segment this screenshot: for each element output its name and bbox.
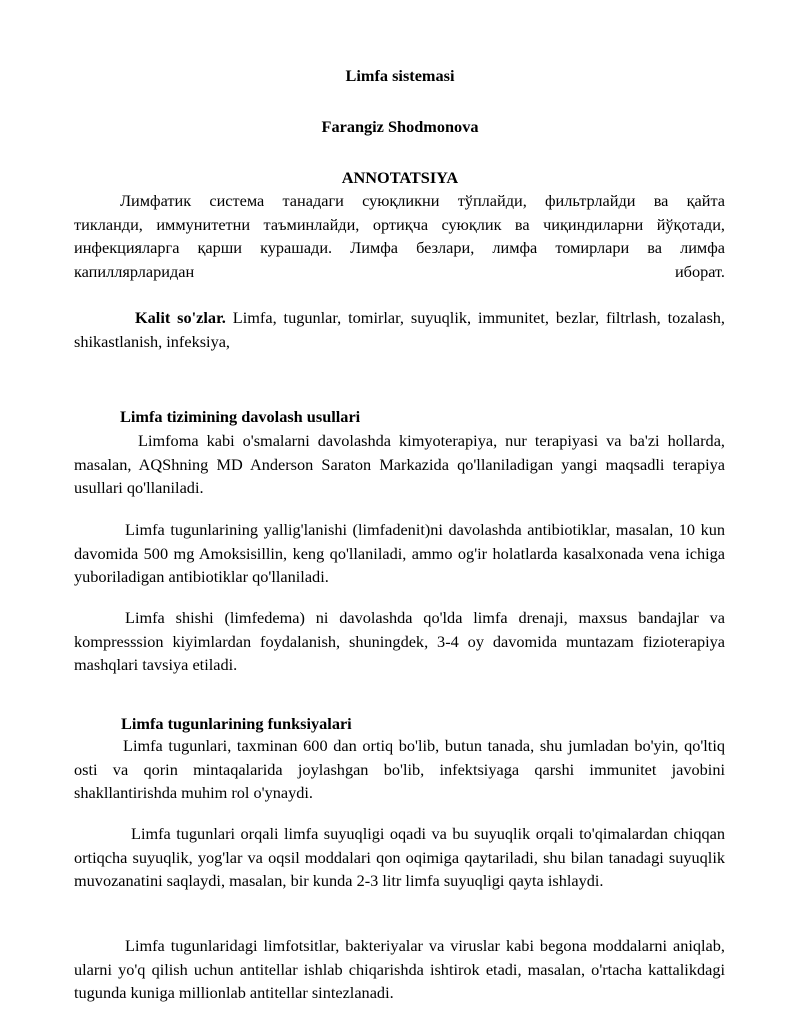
document-title: Limfa sistemasi [345,66,455,85]
paragraph [74,429,725,500]
paragraph-text: Limfa shishi (limfedema) ni davolashda qo'lda limfa drenaji, maxsus bandajlar va kompresssion kiyimlardan foydalanish, shuningdek, 3-4 oy davomida muntazam fizioterapiya mashqlari tavsiya etiladi. [74,608,725,674]
paragraph-text: Limfa tugunlari, taxminan 600 dan ortiq bo'lib, butun tanada, shu jumladan bo'yin, qo'ltiq osti va qorin mintaqalarida joylashgan bo'lib, infektsiyaga qarshi immunitet javobini shakllantirishda muhim rol o'ynaydi. [74,736,725,802]
annotation-heading: ANNOTATSIYA [341,168,459,187]
annotation-word: капиллярларидан [74,261,195,281]
paragraph [74,934,725,1005]
paragraph-text: Limfa tugunlaridagi limfotsitlar, bakteriyalar va viruslar kabi begona moddalarni aniqlab, ularni yo'q qilish uchun antitellar ishlab chiqarishda ishtirok etadi, masalan, o'rtacha kattalikdagi tugunda kuniga millionlab antitellar sintezlanadi. [74,936,725,1002]
annotation-line [74,260,725,284]
paragraph [74,822,725,893]
annotation-line: Лимфатик система танадаги суюқликни тўплайди, фильтрлайди ва қайта [120,191,725,210]
keywords-text: Limfa, tugunlar, tomirlar, suyuqlik, immunitet, bezlar, filtrlash, tozalash, shikastlanish, infeksiya, [74,308,725,351]
paragraph-text: Limfa tugunlari orqali limfa suyuqligi oqadi va bu suyuqlik orqali to'qimalardan chiqqan ortiqcha suyuqlik, yog'lar va oqsil moddalari qon oqimiga qaytariladi, shu bilan tanadagi suyuqlik muvozanatini saqlaydi, masalan, bir kunda 2-3 litr limfa suyuqligi qayta ishlaydi. [74,824,725,890]
paragraph [74,518,725,589]
annotation-line: тикланди, иммунитетни таъминлайди, ортиқча суюқлик ва чиқиндиларни йўқотади, [74,214,725,234]
annotation-line: инфекцияларга қарши курашади. Лимфа безлари, лимфа томирлари ва лимфа [74,238,725,257]
document-author: Farangiz Shodmonova [321,117,479,136]
keywords-paragraph [74,306,725,353]
paragraph-text: Limfa tugunlarining yallig'lanishi (limfadenit)ni davolashda antibiotiklar, masalan, 10 kun davomida 500 mg Amoksisillin, keng qo'llaniladi, ammo og'ir holatlarda kasalxonada vena ichiga yuboriladigan antibiotiklar qo'llaniladi. [74,520,725,586]
annotation-paragraph [74,189,725,283]
section-heading-functions: Limfa tugunlarining funksiyalari [121,714,352,733]
paragraph [74,606,725,677]
keywords-label: Kalit so'zlar. [135,308,226,327]
paragraph [74,734,725,805]
section-heading-treatment: Limfa tizimining davolash usullari [120,407,361,426]
annotation-word: иборат. [674,261,725,281]
paragraph-text: Limfoma kabi o'smalarni davolashda kimyoterapiya, nur terapiyasi va ba'zi hollarda, masalan, AQShning MD Anderson Saraton Markazida qo'llaniladigan yangi maqsadli terapiya usullari qo'llaniladi. [74,431,725,497]
